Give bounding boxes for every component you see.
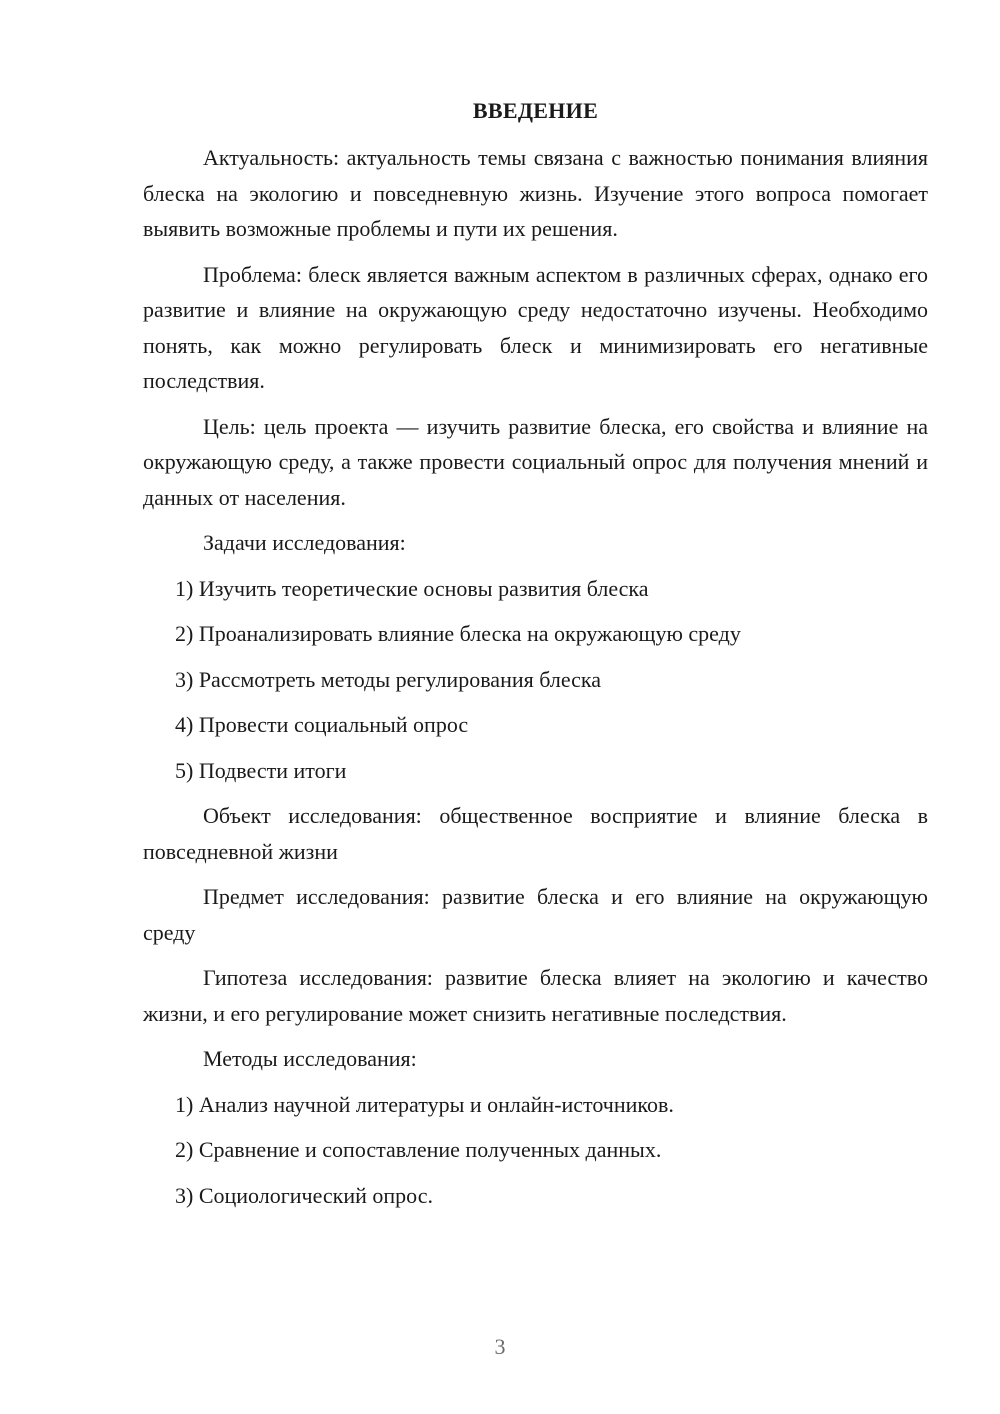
methods-heading: Методы исследования: xyxy=(203,1046,417,1071)
page-title: ВВЕДЕНИЕ xyxy=(472,98,599,123)
method-item: 2) Сравнение и сопоставление полученных данных. xyxy=(175,1137,662,1162)
page-number: 3 xyxy=(494,1334,506,1359)
task-item: 5) Подвести итоги xyxy=(175,757,347,783)
task-item: 1) Изучить теоретические основы развития блеска xyxy=(175,575,649,601)
method-item: 3) Социологический опрос. xyxy=(175,1182,433,1208)
task-item: 4) Провести социальный опрос xyxy=(175,712,469,737)
relevance-paragraph: Актуальность: актуальность темы связана с важностью понимания влияния блеска на экологию и повседневную жизнь. Изучение этого вопроса помогает выявить возможные проблемы и пути их решения. xyxy=(143,145,928,241)
task-item: 2) Проанализировать влияние блеска на окружающую среду xyxy=(175,621,741,646)
method-item: 1) Анализ научной литературы и онлайн-источников. xyxy=(175,1091,674,1117)
subject-paragraph: Предмет исследования: развитие блеска и его влияние на окружающую среду xyxy=(143,884,928,945)
task-item: 3) Рассмотреть методы регулирования блеска xyxy=(175,666,602,692)
tasks-heading: Задачи исследования: xyxy=(203,530,406,555)
problem-paragraph: Проблема: блеск является важным аспектом в различных сферах, однако его развитие и влияние на окружающую среду недостаточно изучены. Необходимо понять, как можно регулировать блеск и минимизировать его негативные последствия. xyxy=(143,261,928,393)
document-body xyxy=(143,140,928,1223)
object-paragraph: Объект исследования: общественное восприятие и влияние блеска в повседневной жизни xyxy=(143,803,928,864)
hypothesis-paragraph: Гипотеза исследования: развитие блеска влияет на экологию и качество жизни, и его регулирование может снизить негативные последствия. xyxy=(143,965,928,1026)
goal-paragraph: Цель: цель проекта — изучить развитие блеска, его свойства и влияние на окружающую среду, а также провести социальный опрос для получения мнений и данных от населения. xyxy=(143,413,928,510)
